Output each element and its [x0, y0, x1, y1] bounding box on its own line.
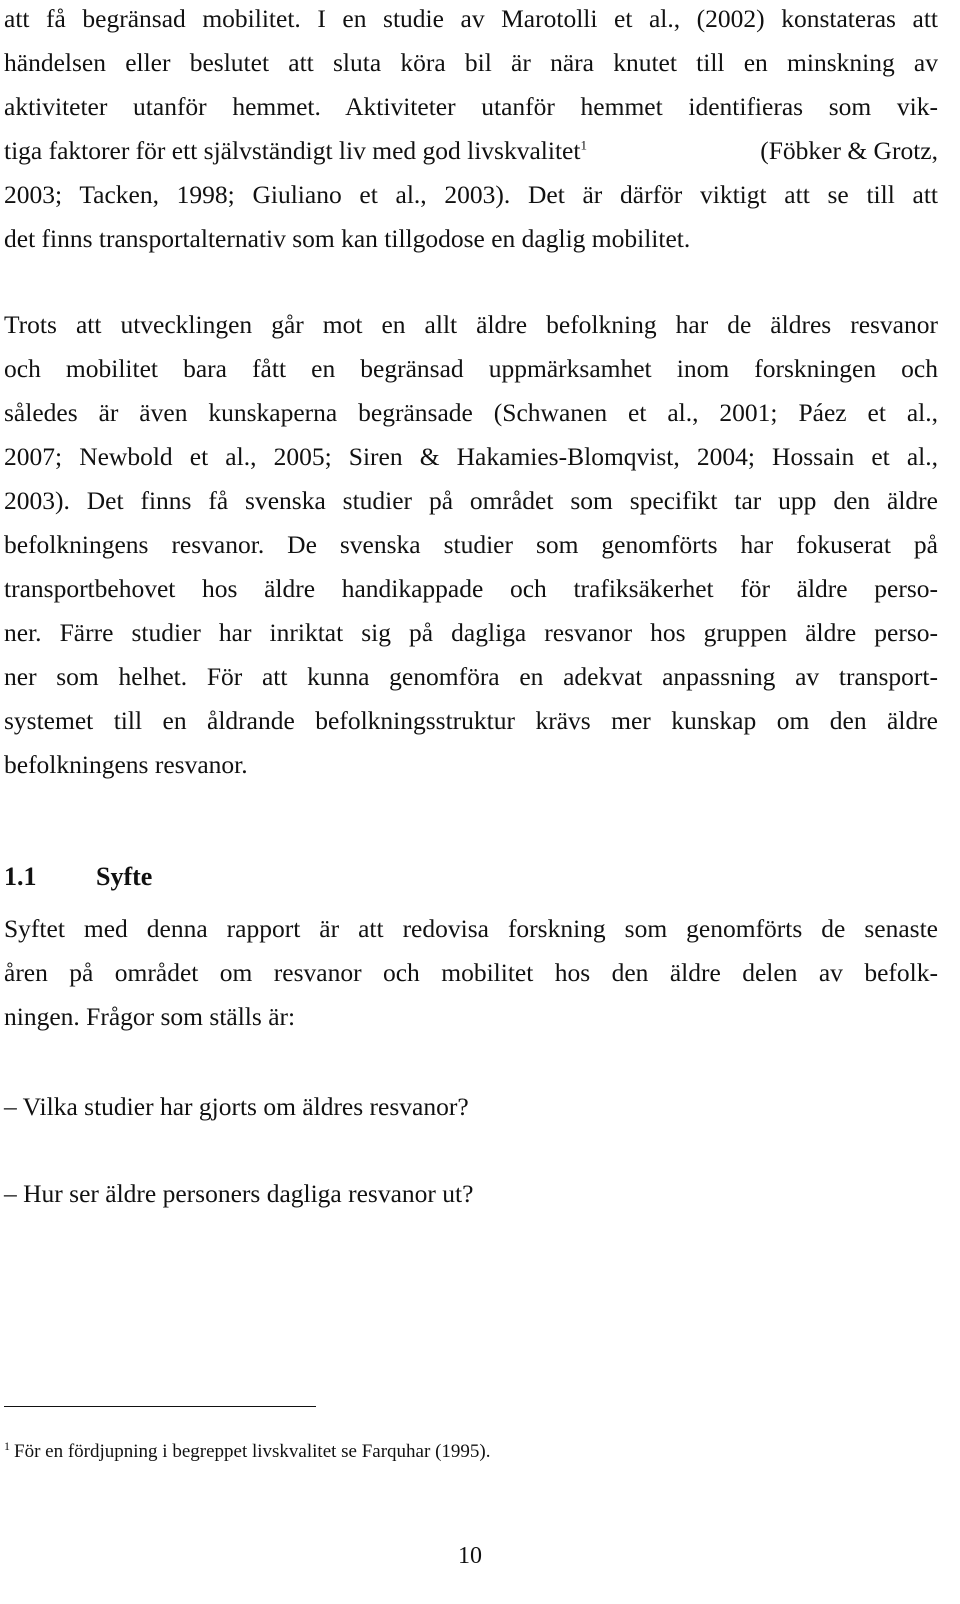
footnote-mark: 1 [4, 1438, 10, 1453]
paragraph-line: ningen. Frågor som ställs är: [4, 1002, 296, 1031]
page-number: 10 [458, 1543, 482, 1569]
line-text [4, 136, 587, 166]
paragraph-line: aktiviteter utanför hemmet. Aktiviteter utanför hemmet identifieras som vik- [4, 92, 938, 121]
paragraph-line: transportbehovet hos äldre handikappade och trafiksäkerhet för äldre perso- [4, 574, 938, 603]
paragraph-line: befolkningens resvanor. De svenska studier som genomförts har fokuserat på [4, 530, 938, 559]
line-text-tail: (Föbker & Grotz, [760, 136, 938, 165]
paragraph-line: det finns transportalternativ som kan tillgodose en daglig mobilitet. [4, 224, 691, 253]
paragraph-line: åren på området om resvanor och mobilitet hos den äldre delen av befolk- [4, 958, 938, 987]
paragraph-line: ner. Färre studier har inriktat sig på dagliga resvanor hos gruppen äldre perso- [4, 618, 938, 647]
paragraph-line: således är även kunskaperna begränsade (Schwanen et al., 2001; Páez et al., [4, 398, 938, 427]
footnote [4, 1440, 490, 1464]
paragraph-line: Trots att utvecklingen går mot en allt äldre befolkning har de äldres resvanor [4, 310, 938, 339]
section-number: 1.1 [4, 862, 37, 891]
paragraph-line: systemet till en åldrande befolkningsstruktur krävs mer kunskap om den äldre [4, 706, 938, 735]
footnote-reference[interactable]: 1 [580, 137, 587, 153]
paragraph-line: 2007; Newbold et al., 2005; Siren & Hakamies-Blomqvist, 2004; Hossain et al., [4, 442, 938, 471]
paragraph-line: befolkningens resvanor. [4, 750, 248, 779]
section-heading [4, 862, 152, 892]
paragraph-line: 2003; Tacken, 1998; Giuliano et al., 2003). Det är därför viktigt att se till att [4, 180, 938, 209]
footnote-divider [4, 1406, 316, 1407]
line-text-main: tiga faktorer för ett självständigt liv med god livskvalitet [4, 136, 581, 165]
section-title: Syfte [96, 862, 153, 891]
question-item: – Vilka studier har gjorts om äldres resvanor? [4, 1092, 469, 1121]
paragraph-line: och mobilitet bara fått en begränsad uppmärksamhet inom forskningen och [4, 354, 938, 383]
paragraph-line: Syftet med denna rapport är att redovisa forskning som genomförts de senaste [4, 914, 938, 943]
paragraph-line: händelsen eller beslutet att sluta köra bil är nära knutet till en minskning av [4, 48, 938, 77]
paragraph-line: ner som helhet. För att kunna genomföra en adekvat anpassning av transport- [4, 662, 938, 691]
footnote-text: För en fördjupning i begreppet livskvalitet se Farquhar (1995). [14, 1441, 491, 1462]
paragraph-line: 2003). Det finns få svenska studier på området som specifikt tar upp den äldre [4, 486, 938, 515]
paragraph-line-with-footnote [4, 136, 938, 166]
question-item: – Hur ser äldre personers dagliga resvanor ut? [4, 1179, 474, 1208]
paragraph-line: att få begränsad mobilitet. I en studie av Marotolli et al., (2002) konstateras att [4, 4, 938, 33]
